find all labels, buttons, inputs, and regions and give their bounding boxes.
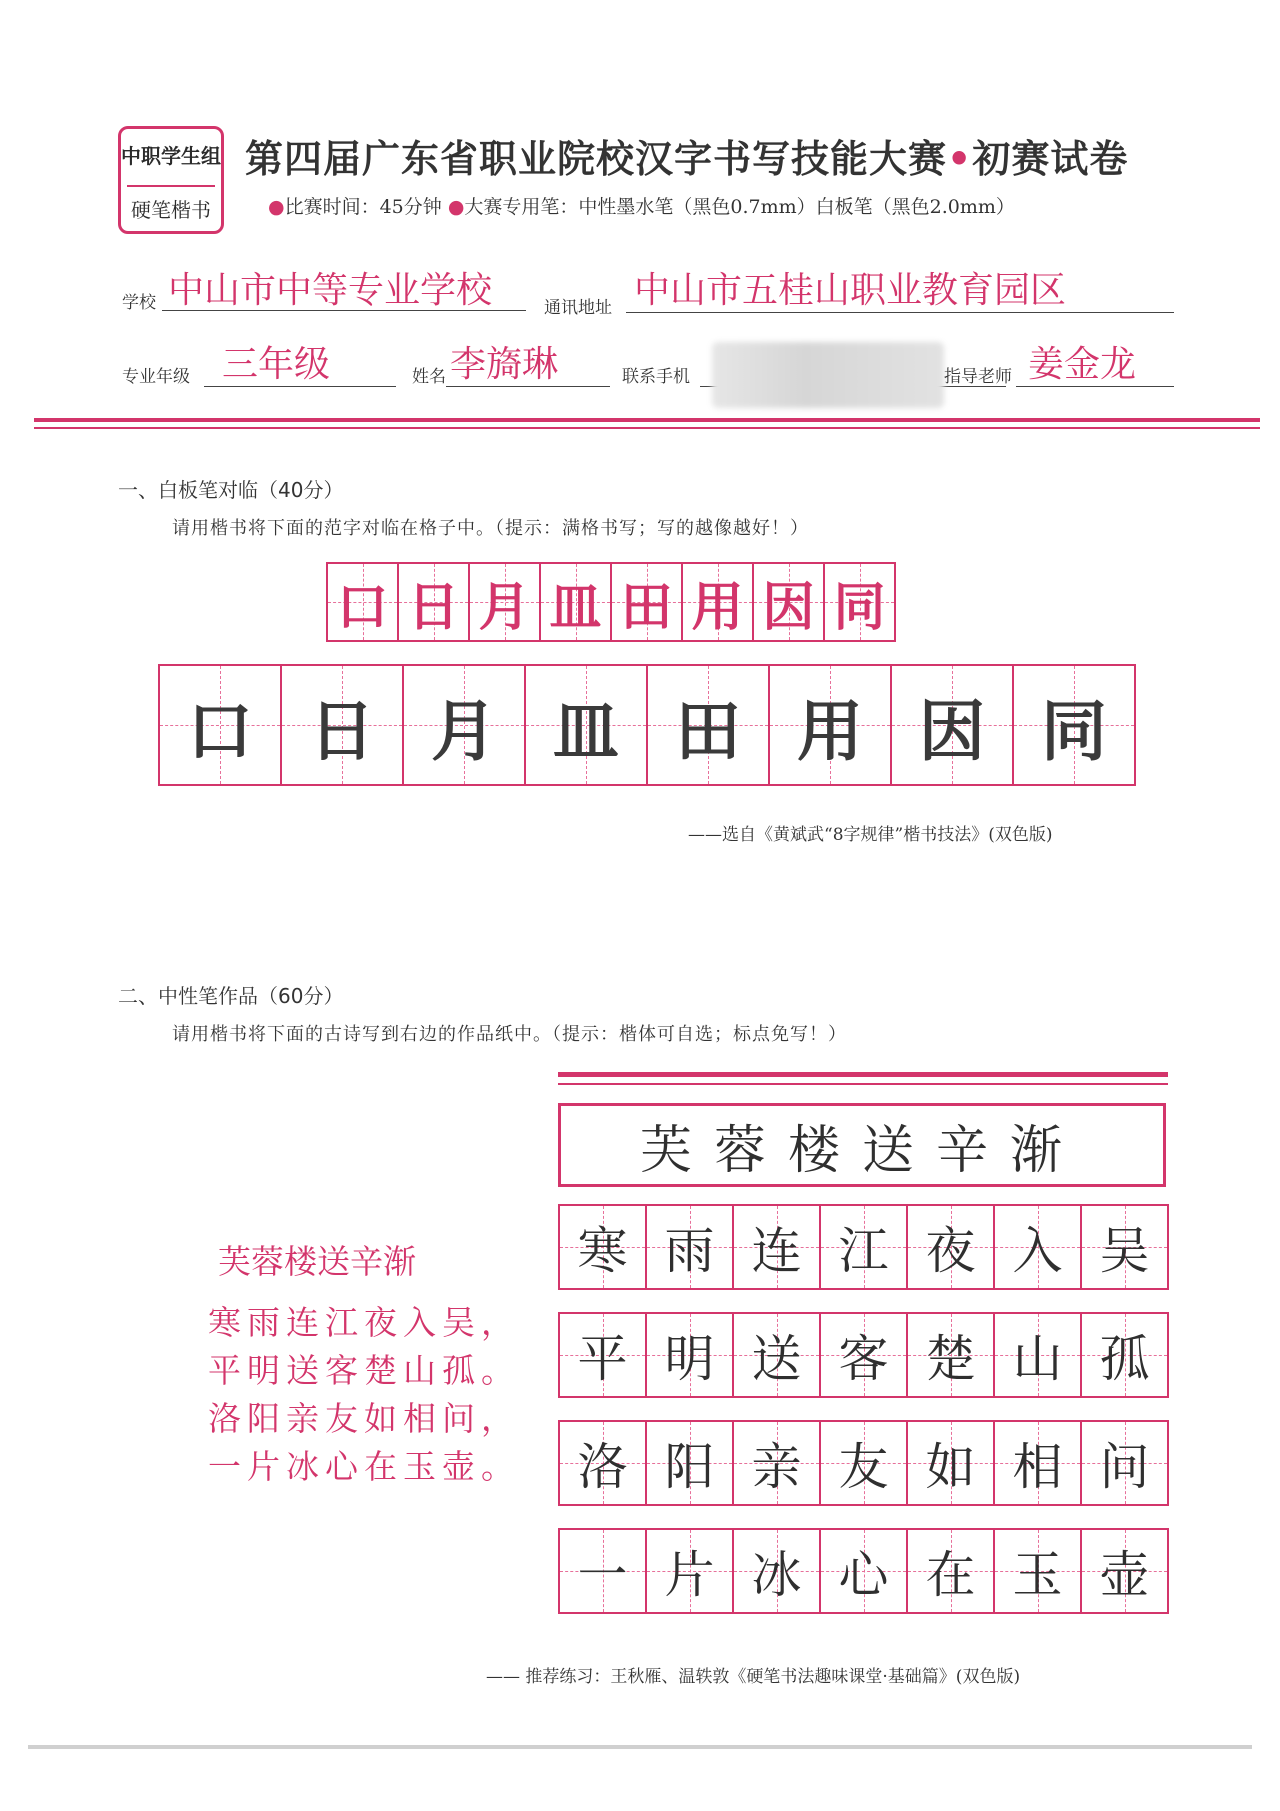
poem-cell[interactable] xyxy=(645,1420,734,1506)
header-divider-thin xyxy=(34,427,1260,429)
poem-cell[interactable] xyxy=(993,1312,1082,1398)
address-label: 通讯地址 xyxy=(544,298,612,318)
poem-grid-row[interactable] xyxy=(558,1204,1167,1290)
sample-cell xyxy=(681,562,754,642)
poem-grid-row[interactable] xyxy=(558,1312,1167,1398)
poem-grid-row[interactable] xyxy=(558,1420,1167,1506)
bullet-icon: ● xyxy=(268,196,285,218)
copy-char: 日 xyxy=(309,692,375,770)
sample-grid xyxy=(326,562,894,642)
poem-char: 山 xyxy=(1012,1330,1063,1388)
copy-char: 田 xyxy=(675,692,741,770)
badge-group-label: 中职学生组 xyxy=(121,144,221,168)
header-divider xyxy=(34,418,1260,422)
sample-cell xyxy=(752,562,825,642)
poem-char: 连 xyxy=(751,1222,802,1280)
phone-redacted xyxy=(712,342,944,408)
poem-char: 客 xyxy=(838,1330,889,1388)
sample-char: 皿 xyxy=(549,577,602,638)
poem-cell[interactable] xyxy=(993,1420,1082,1506)
sample-cell xyxy=(468,562,541,642)
address-underline xyxy=(626,312,1174,313)
sample-char: 用 xyxy=(691,577,744,638)
poem-char: 阳 xyxy=(664,1438,715,1496)
sample-char: 口 xyxy=(336,577,389,638)
poem-cell[interactable] xyxy=(906,1312,995,1398)
copy-cell[interactable] xyxy=(524,664,648,786)
copy-char: 月 xyxy=(431,692,497,770)
reference-poem-line: 平明送客楚山孤。 xyxy=(208,1351,520,1390)
copy-cell[interactable] xyxy=(402,664,526,786)
copy-char: 口 xyxy=(187,692,253,770)
poem-cell[interactable] xyxy=(906,1204,995,1290)
poem-cell[interactable] xyxy=(819,1528,908,1614)
poem-cell[interactable] xyxy=(993,1204,1082,1290)
poem-cell[interactable] xyxy=(732,1420,821,1506)
poem-char: 壶 xyxy=(1099,1546,1150,1604)
poem-char: 明 xyxy=(664,1330,715,1388)
poem-char: 入 xyxy=(1012,1222,1063,1280)
group-badge xyxy=(118,126,224,234)
poem-cell[interactable] xyxy=(732,1528,821,1614)
poem-cell[interactable] xyxy=(558,1420,647,1506)
copy-char: 皿 xyxy=(553,692,619,770)
poem-cell[interactable] xyxy=(645,1528,734,1614)
copy-char: 同 xyxy=(1041,692,1107,770)
poem-char: 送 xyxy=(751,1330,802,1388)
reference-poem-title: 芙蓉楼送辛渐 xyxy=(218,1242,416,1281)
subtitle-time: 比赛时间：45分钟 xyxy=(284,196,442,218)
poem-char: 江 xyxy=(838,1222,889,1280)
sample-cell xyxy=(326,562,399,642)
poem-cell[interactable] xyxy=(645,1312,734,1398)
copy-char: 因 xyxy=(919,692,985,770)
poem-cell[interactable] xyxy=(558,1528,647,1614)
sample-char: 因 xyxy=(762,577,815,638)
poem-cell[interactable] xyxy=(906,1420,995,1506)
paper-border-top xyxy=(558,1072,1168,1077)
poem-char: 心 xyxy=(838,1546,889,1604)
copy-cell[interactable] xyxy=(1012,664,1136,786)
sample-char: 同 xyxy=(833,577,886,638)
copy-cell[interactable] xyxy=(280,664,404,786)
paper-title: 芙蓉楼送辛渐 xyxy=(639,1120,1084,1181)
poem-cell[interactable] xyxy=(1080,1420,1169,1506)
poem-char: 相 xyxy=(1012,1438,1063,1496)
sample-cell xyxy=(823,562,896,642)
copy-char: 用 xyxy=(797,692,863,770)
paper-title-box[interactable] xyxy=(558,1103,1166,1187)
school-value[interactable]: 中山市中等专业学校 xyxy=(168,270,493,311)
poem-cell[interactable] xyxy=(558,1204,647,1290)
reference-poem-line: 一片冰心在玉壶。 xyxy=(208,1447,520,1486)
poem-cell[interactable] xyxy=(732,1204,821,1290)
poem-char: 寒 xyxy=(577,1222,628,1280)
badge-category-label: 硬笔楷书 xyxy=(131,198,211,222)
copy-cell[interactable] xyxy=(890,664,1014,786)
poem-char: 如 xyxy=(925,1438,976,1496)
poem-cell[interactable] xyxy=(1080,1528,1169,1614)
poem-cell[interactable] xyxy=(906,1528,995,1614)
section2-source: —— 推荐练习：王秋雁、温轶敦《硬笔书法趣味课堂·基础篇》(双色版) xyxy=(486,1667,1021,1687)
section1-source: ——选自《黄斌武“8字规律”楷书技法》(双色版) xyxy=(688,825,1053,845)
poem-cell[interactable] xyxy=(819,1204,908,1290)
sample-cell xyxy=(610,562,683,642)
copy-cell[interactable] xyxy=(158,664,282,786)
poem-char: 平 xyxy=(577,1330,628,1388)
page-title xyxy=(245,128,1128,183)
sample-cell xyxy=(397,562,470,642)
poem-cell[interactable] xyxy=(993,1528,1082,1614)
school-label: 学校 xyxy=(122,293,156,313)
teacher-value[interactable]: 姜金龙 xyxy=(1028,344,1137,385)
teacher-underline xyxy=(1016,386,1174,387)
poem-char: 夜 xyxy=(925,1222,976,1280)
copy-cell[interactable] xyxy=(646,664,770,786)
poem-cell[interactable] xyxy=(1080,1312,1169,1398)
poem-char: 在 xyxy=(925,1546,976,1604)
sample-char: 日 xyxy=(407,577,460,638)
section2-instruction: 请用楷书将下面的古诗写到右边的作品纸中。（提示：楷体可自选；标点免写！） xyxy=(172,1024,847,1045)
poem-char: 冰 xyxy=(751,1546,802,1604)
copy-cell[interactable] xyxy=(768,664,892,786)
sample-char: 月 xyxy=(478,577,531,638)
subtitle-pen: 大赛专用笔：中性墨水笔（黑色0.7mm）白板笔（黑色2.0mm） xyxy=(464,196,1015,218)
poem-cell[interactable] xyxy=(645,1204,734,1290)
reference-poem-line: 洛阳亲友如相问， xyxy=(208,1399,520,1438)
poem-char: 雨 xyxy=(664,1222,715,1280)
poem-cell[interactable] xyxy=(1080,1204,1169,1290)
poem-grid-row[interactable] xyxy=(558,1528,1167,1614)
name-label: 姓名 xyxy=(412,367,446,387)
poem-char: 问 xyxy=(1099,1438,1150,1496)
poem-char: 吴 xyxy=(1099,1222,1150,1280)
paper-border-top-thin xyxy=(558,1083,1168,1085)
school-underline xyxy=(162,310,526,311)
section1-instruction: 请用楷书将下面的范字对临在格子中。（提示：满格书写；写的越像越好！） xyxy=(172,518,809,539)
reference-poem-line: 寒雨连江夜入吴， xyxy=(208,1303,520,1342)
teacher-label: 指导老师 xyxy=(944,367,1012,387)
poem-char: 亲 xyxy=(751,1438,802,1496)
poem-cell[interactable] xyxy=(819,1420,908,1506)
reference-poem xyxy=(208,1236,518,1491)
bullet-icon: ● xyxy=(447,196,465,218)
poem-char: 洛 xyxy=(577,1438,628,1496)
title-main: 第四届广东省职业院校汉字书写技能大赛 xyxy=(245,137,948,181)
section2-heading: 二、中性笔作品（60分） xyxy=(118,984,344,1008)
poem-char: 玉 xyxy=(1012,1546,1063,1604)
grade-label: 专业年级 xyxy=(122,367,190,387)
sample-char: 田 xyxy=(620,577,673,638)
copy-grid[interactable] xyxy=(158,664,1134,786)
poem-cell[interactable] xyxy=(732,1312,821,1398)
poem-char: 孤 xyxy=(1099,1330,1150,1388)
grade-underline xyxy=(204,386,396,387)
title-suffix: 初赛试卷 xyxy=(972,137,1129,181)
poem-char: 友 xyxy=(838,1438,889,1496)
sample-cell xyxy=(539,562,612,642)
phone-label: 联系手机 xyxy=(622,367,690,387)
poem-cell[interactable] xyxy=(819,1312,908,1398)
section1-heading: 一、白板笔对临（40分） xyxy=(118,478,344,502)
grade-value[interactable]: 三年级 xyxy=(222,344,331,385)
title-dot: • xyxy=(947,137,973,181)
poem-char: 一 xyxy=(577,1546,628,1604)
address-value[interactable]: 中山市五桂山职业教育园区 xyxy=(634,270,1067,311)
page-subtitle xyxy=(268,192,1015,219)
poem-char: 楚 xyxy=(925,1330,976,1388)
poem-cell[interactable] xyxy=(558,1312,647,1398)
footer-divider xyxy=(28,1745,1252,1749)
name-value[interactable]: 李旖琳 xyxy=(450,344,559,385)
badge-divider xyxy=(127,185,215,187)
name-underline xyxy=(446,386,610,387)
poem-char: 片 xyxy=(664,1546,715,1604)
